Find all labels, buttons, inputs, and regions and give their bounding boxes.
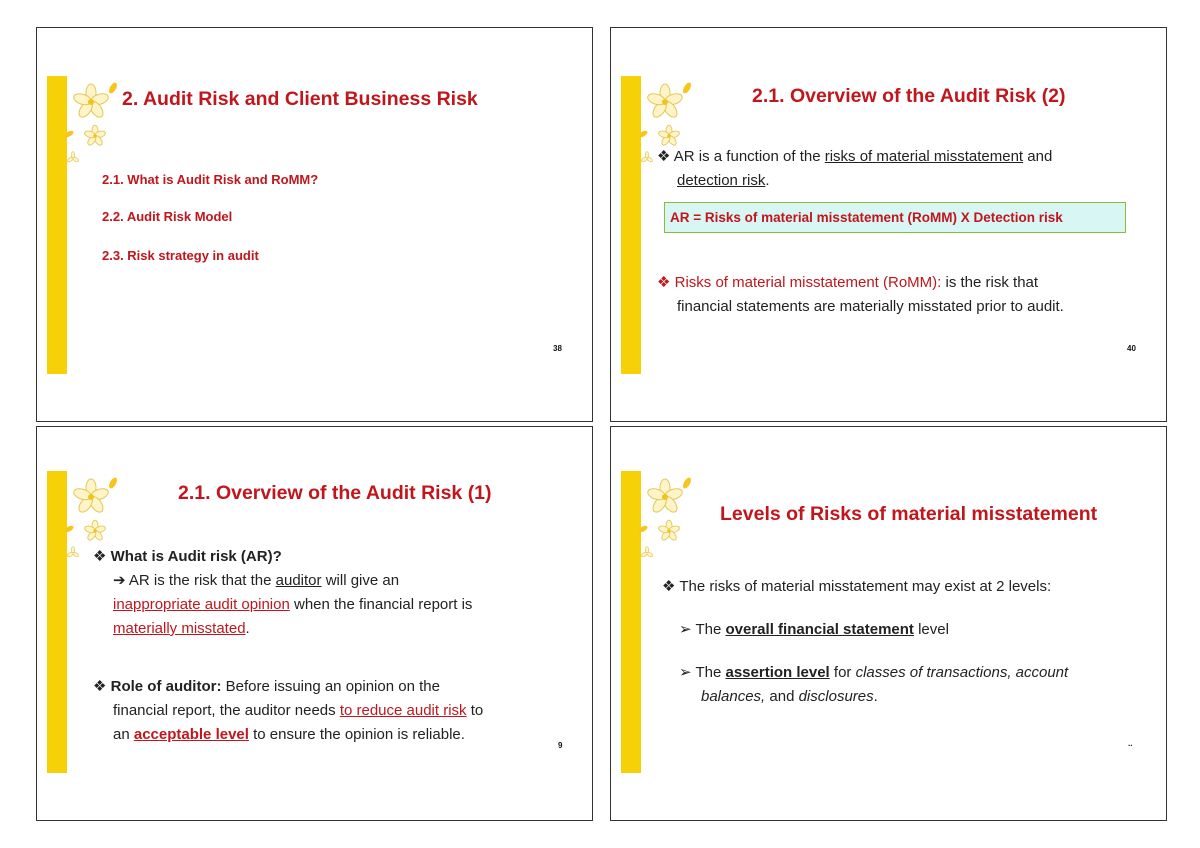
toc-item: 2.2. Audit Risk Model bbox=[102, 209, 233, 224]
diamond-bullet-icon: ❖ bbox=[93, 548, 107, 565]
flower-icon bbox=[63, 78, 123, 168]
toc-item: 2.3. Risk strategy in audit bbox=[102, 248, 259, 263]
arrowhead-bullet-icon: ➢ bbox=[679, 664, 692, 681]
arrowhead-bullet-icon: ➢ bbox=[679, 621, 692, 638]
diamond-bullet-icon: ❖ bbox=[662, 578, 676, 595]
page-number: 9 bbox=[558, 741, 563, 750]
slide-title: 2.1. Overview of the Audit Risk (1) bbox=[178, 482, 492, 504]
flower-icon bbox=[637, 473, 697, 563]
slide-title: 2. Audit Risk and Client Business Risk bbox=[122, 88, 478, 110]
bullet-what-is-ar: ❖ What is Audit risk (AR)? ➔ AR is the risk that the auditor will give an inappropriate audit opinion when the financial report is materially misstated. bbox=[93, 548, 473, 637]
page-number: 40 bbox=[1127, 344, 1136, 353]
diamond-bullet-icon: ❖ bbox=[657, 274, 671, 291]
slide-levels[interactable] bbox=[610, 426, 1167, 821]
intro-levels: ❖ The risks of material misstatement may exist at 2 levels: bbox=[662, 578, 1052, 595]
bullet-ar-function: ❖ AR is a function of the risks of material misstatement and detection risk. bbox=[657, 148, 1053, 189]
toc-item: 2.1. What is Audit Risk and RoMM? bbox=[102, 172, 319, 187]
slide-38[interactable] bbox=[36, 27, 593, 422]
bullet-romm: ❖ Risks of material misstatement (RoMM): is the risk that financial statements are materially misstated prior to audit. bbox=[657, 274, 1064, 315]
level-overall: ➢ The overall financial statement level bbox=[679, 621, 949, 638]
diamond-bullet-icon: ❖ bbox=[657, 148, 671, 165]
slide-40[interactable] bbox=[610, 27, 1167, 422]
bullet-role-of-auditor: ❖ Role of auditor: Before issuing an opinion on the financial report, the auditor needs to reduce audit risk to an acceptable level to ensure the opinion is reliable. bbox=[93, 678, 484, 743]
slide-title: 2.1. Overview of the Audit Risk (2) bbox=[752, 85, 1066, 107]
slide-title: Levels of Risks of material misstatement bbox=[720, 503, 1098, 525]
diamond-bullet-icon: ❖ bbox=[93, 678, 107, 695]
page-number: 38 bbox=[553, 344, 562, 353]
level-assertion: ➢ The assertion level for classes of transactions, account balances, and disclosures. bbox=[679, 664, 1069, 705]
page-number: .. bbox=[1128, 739, 1133, 748]
slide-9[interactable] bbox=[36, 426, 593, 821]
arrow-icon: ➔ bbox=[113, 572, 126, 589]
formula-box: AR = Risks of material misstatement (RoMM) X Detection risk bbox=[664, 202, 1126, 233]
